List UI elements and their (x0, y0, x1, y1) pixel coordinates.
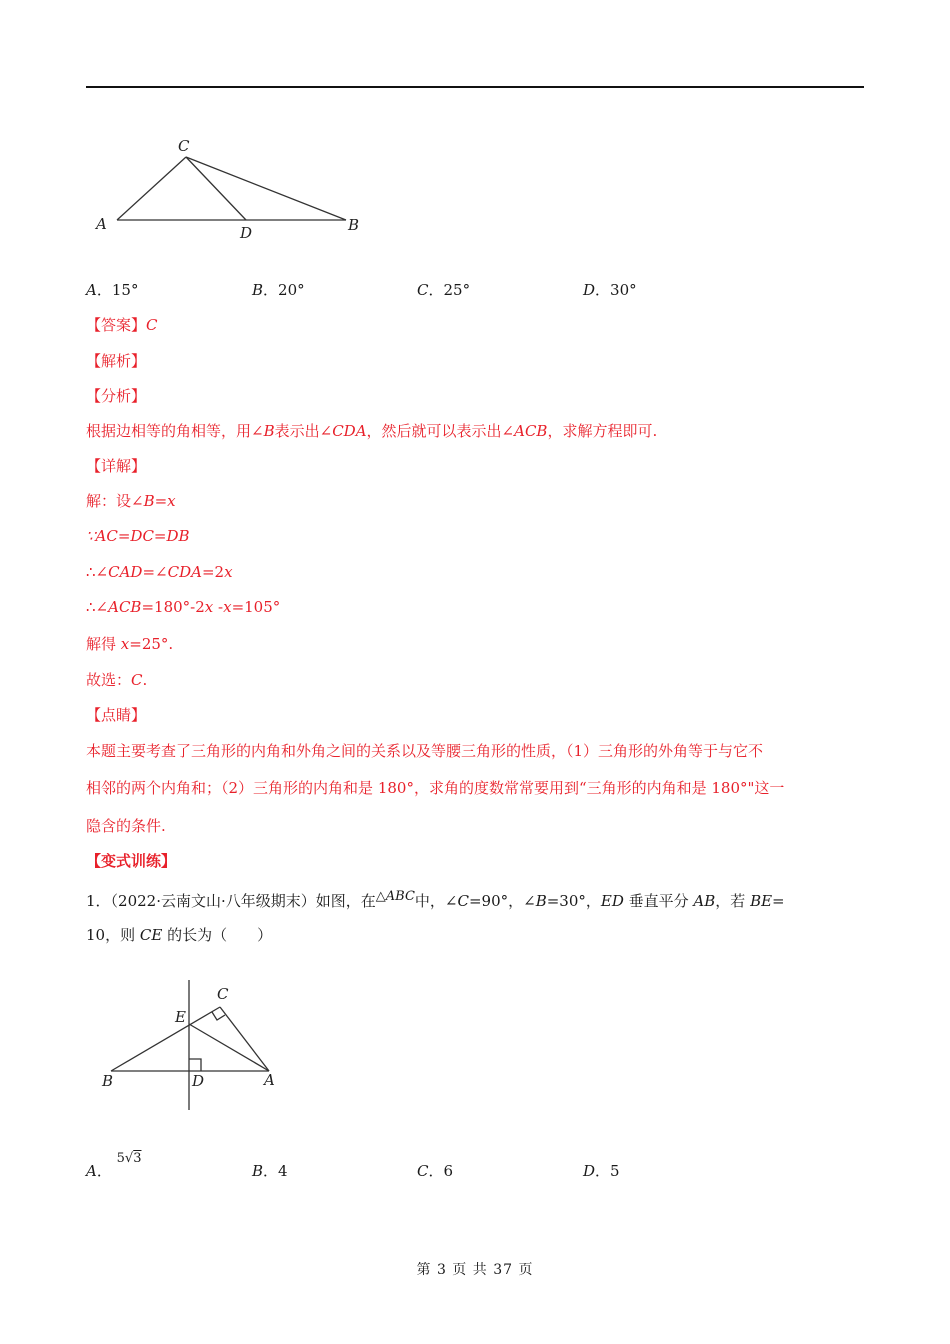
analysis-heading: 【解析】 (86, 352, 147, 370)
segment-ca (220, 1007, 269, 1071)
dianjing-line-1: 本题主要考查了三角形的内角和外角之间的关系以及等腰三角形的性质，（1）三角形的外角等于与它不 (86, 742, 764, 760)
right-angle-mark-c (212, 1012, 225, 1020)
triangle-figure-1 (90, 130, 370, 245)
option-a[interactable]: A．15° (86, 281, 139, 299)
option-c[interactable]: C．25° (417, 281, 471, 299)
right-angle-mark-d (189, 1059, 201, 1071)
option-d[interactable]: D．30° (583, 281, 637, 299)
detail-heading: 【详解】 (86, 457, 147, 475)
detail-line-2: ∵AC=DC=DB (86, 527, 190, 545)
detail-line-6: 故选：C. (86, 671, 148, 689)
label-c: C (217, 985, 229, 1003)
label-a: A (96, 215, 107, 233)
label-d: D (240, 224, 253, 242)
segment-ac (117, 157, 186, 220)
detail-line-5: 解得 x=25°. (86, 635, 174, 653)
question-2-line-2: 10，则 CE 的长为（ ） (86, 926, 273, 944)
option-a[interactable]: A． 5√3 (86, 1160, 141, 1184)
label-b: B (102, 1072, 114, 1090)
detail-line-1: 解：设∠B=x (86, 492, 176, 510)
answer-line: 【答案】C (86, 316, 158, 334)
fenxi-text: 根据边相等的角相等，用∠B表示出∠CDA，然后就可以表示出∠ACB，求解方程即可. (86, 422, 658, 440)
dianjing-line-2: 相邻的两个内角和；（2）三角形的内角和是 180°，求角的度数常常要用到“三角形的内角和是 180°"这一 (86, 779, 785, 797)
radical-expression: 5√3 (116, 1151, 142, 1166)
question-2-line-1: 1．（2022·云南文山·八年级期末）如图，在$^{\triangle ABC}$中，∠C=90°，∠B=30°，ED 垂直平分 AB，若 BE= (86, 889, 785, 910)
dianjing-heading: 【点睛】 (86, 706, 147, 724)
label-d: D (192, 1072, 205, 1090)
label-e: E (175, 1008, 186, 1026)
label-b: B (348, 216, 360, 234)
segment-cd (186, 157, 246, 220)
detail-line-4: ∴∠ACB=180°-2x -x=105° (86, 598, 281, 616)
segment-bc (111, 1007, 220, 1071)
option-b[interactable]: B．20° (252, 281, 305, 299)
option-c[interactable]: C．6 (417, 1162, 454, 1180)
variant-heading: 【变式训练】 (86, 852, 177, 870)
detail-line-3: ∴∠CAD=∠CDA=2x (86, 563, 233, 581)
option-b[interactable]: B．4 (252, 1162, 288, 1180)
label-c: C (178, 137, 190, 155)
dianjing-line-3: 隐含的条件. (86, 817, 166, 835)
label-a: A (264, 1071, 275, 1089)
triangle-figure-2 (96, 980, 296, 1115)
fenxi-heading: 【分析】 (86, 387, 147, 405)
page-footer: 第 3 页 共 37 页 (416, 1262, 534, 1278)
header-rule (86, 86, 864, 88)
option-d[interactable]: D．5 (583, 1162, 620, 1180)
segment-cb (186, 157, 346, 220)
